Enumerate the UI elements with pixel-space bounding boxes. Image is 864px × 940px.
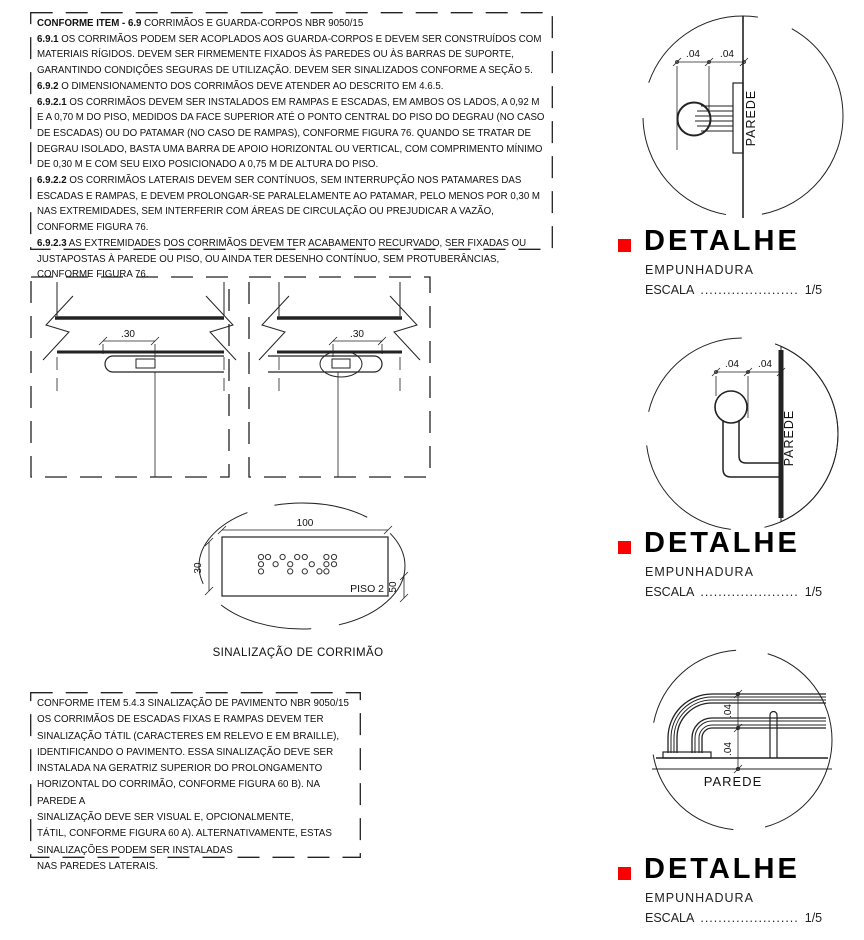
- braille-plate-marker: [136, 359, 155, 368]
- break-symbol: [390, 296, 420, 360]
- scale-label: ESCALA: [645, 585, 695, 599]
- break-symbol: [259, 296, 289, 360]
- detail-scale: [645, 585, 858, 599]
- detail-scale: [645, 283, 858, 297]
- detail-drawing-1: [628, 8, 864, 223]
- detail-subtitle: EMPUNHADURA: [645, 565, 754, 579]
- break-symbol: [206, 296, 236, 360]
- wall-label: PAREDE: [744, 89, 758, 147]
- wall-label: PAREDE: [782, 409, 796, 467]
- spec-text-content: [30, 12, 553, 283]
- scale-value: 1/5: [804, 911, 823, 925]
- braille-dots: [258, 554, 336, 574]
- text-line: NAS PAREDES LATERAIS.: [37, 860, 159, 872]
- handrail-plan: [105, 356, 224, 372]
- wall-label: PAREDE: [703, 774, 763, 789]
- pavement-text-box: [30, 692, 361, 872]
- text-line: INSTALADA NA GERATRIZ SUPERIOR DO PROLONGAMENTO: [37, 763, 323, 775]
- scale-dots: ......................: [700, 283, 799, 297]
- detail-callout-ellipse: [320, 351, 362, 377]
- dimension-label: .04: [720, 49, 734, 60]
- spec-item: 6.9.2.3 AS EXTREMIDADES DOS CORRIMÃOS DEVEM TER ACABAMENTO RECURVADO, SER FIXADAS OU JUSTAPOSTAS À PAREDE OU PISO, OU AINDA TER DESENHO CONTÍNUO, SEM PROTUBERÂNCIAS, CONFORME FIGURA 76.: [37, 237, 527, 281]
- dimension-label: .30: [350, 329, 364, 340]
- dimension-label: 100: [296, 518, 314, 529]
- detail-title: DETALHE: [644, 225, 800, 257]
- detail-title: DETALHE: [644, 527, 800, 559]
- handrail-section: [715, 391, 747, 423]
- plan-view-right: [259, 282, 420, 477]
- handrail-section: [678, 103, 711, 136]
- scale-label: ESCALA: [645, 283, 695, 297]
- spec-item: 6.9.2 O DIMENSIONAMENTO DOS CORRIMÃOS DEVE ATENDER AO DESCRITO EM 4.6.5.: [37, 80, 444, 92]
- detail-subtitle: EMPUNHADURA: [645, 891, 754, 905]
- dimension-label: .04: [725, 359, 739, 370]
- detail-circle: [652, 650, 832, 830]
- scale-dots: ......................: [700, 911, 799, 925]
- dimension-label: .04: [723, 704, 734, 718]
- plan-views-drawing: [25, 270, 445, 670]
- text-line: CONFORME ITEM 5.4.3 SINALIZAÇÃO DE PAVIMENTO NBR 9050/15: [37, 698, 349, 709]
- break-symbol: [43, 296, 73, 360]
- drawing-caption: SINALIZAÇÃO DE CORRIMÃO: [212, 647, 384, 659]
- detail-caption-3: [618, 854, 858, 925]
- dimension-label: 50: [388, 581, 399, 593]
- text-line: OS CORRIMÃOS DE ESCADAS FIXAS E RAMPAS DEVEM TER: [37, 714, 324, 726]
- text-line: SINALIZAÇÃO DEVE SER VISUAL E, OPCIONALMENTE,: [37, 812, 294, 824]
- detail-scale: [645, 911, 858, 925]
- detail-circle: [646, 338, 838, 530]
- rail-support-bars: [695, 106, 733, 131]
- text-line: IDENTIFICANDO O PAVIMENTO. ESSA SINALIZAÇÃO DEVE SER: [37, 746, 334, 758]
- wall-plate: [733, 83, 743, 153]
- floor-baseplate: [663, 752, 711, 758]
- red-square-marker: [618, 239, 631, 252]
- scale-dots: ......................: [700, 585, 799, 599]
- red-square-marker: [618, 541, 631, 554]
- red-square-marker: [618, 867, 631, 880]
- dimension-label: .04: [686, 49, 700, 60]
- spec-item: 6.9.2.1 OS CORRIMÃOS DEVEM SER INSTALADOS EM RAMPAS E ESCADAS, EM AMBOS OS LADOS, A 0,92 M E A 0,70 M DO PISO, MEDIDOS DA FACE SUPERIOR ATÉ O PONTO CENTRAL DO PISO DO DEGRAU (NO CASO DE ESCADAS) OU DO PATAMAR (NO CASO DE RAMPAS), CONFORME FIGURA 76. QUANDO SE TRATAR DE DEGRAU ISOLADO, BASTA UMA BARRA DE APOIO HORIZONTAL OU VERTICAL, COM COMPRIMENTO MÍNIMO DE 0,30 M E COM SEU EIXO POSICIONADO A 0,75 M DE ALTURA DO PISO.: [37, 96, 545, 171]
- text-line: TÁTIL, CONFORME FIGURA 60 A). ALTERNATIVAMENTE, ESTAS: [37, 828, 332, 840]
- detail-subtitle: EMPUNHADURA: [645, 263, 754, 277]
- rail-bracket-inner: [739, 420, 780, 463]
- braille-signage-detail: [193, 503, 408, 659]
- spec-title: CONFORME ITEM - 6.9 CORRIMÃOS E GUARDA-CORPOS NBR 9050/15: [37, 18, 364, 29]
- text-line: HORIZONTAL DO CORRIMÃO, CONFORME FIGURA 60 B). NA PAREDE A: [37, 779, 320, 807]
- dimension-label: 30: [193, 562, 204, 574]
- spec-item: 6.9.2.2 OS CORRIMÃOS LATERAIS DEVEM SER CONTÍNUOS, SEM INTERRUPÇÃO NOS PATAMARES DAS ESCADAS E RAMPAS, E DEVEM PROLONGAR-SE PARALELAMENTE AO PATAMAR, PELO MENOS POR 0,30 M NAS EXTREMIDADES, SEM INTERFERIR COM ÁREAS DE CIRCULAÇÃO OU PREJUDICAR A VAZÃO, CONFORME FIGURA 76.: [37, 175, 540, 234]
- detail-caption-1: [618, 226, 858, 297]
- floor-label: PISO 2: [350, 583, 384, 595]
- plan-view-left: [43, 282, 236, 477]
- detail-drawing-2: [628, 332, 864, 544]
- dashed-frame: [31, 277, 229, 477]
- braille-plate-marker: [332, 359, 350, 368]
- spec-item: 6.9.1 OS CORRIMÃOS PODEM SER ACOPLADOS AOS GUARDA-CORPOS E DEVEM SER CONSTRUÍDOS COM MATERIAIS RÍGIDOS. DEVEM SER FIRMEMENTE FIXADOS ÀS PAREDES OU ÀS BARRAS DE SUPORTE, GARANTINDO CONDIÇÕES SEGURAS DE UTILIZAÇÃO. DEVEM SER SINALIZADOS CONFORME A SEÇÃO 5.: [37, 33, 542, 77]
- dimension-label: .04: [723, 742, 734, 756]
- rail-bracket-outer: [723, 420, 780, 477]
- text-line: SINALIZAÇÕES PODEM SER INSTALADAS: [37, 844, 233, 856]
- scale-label: ESCALA: [645, 911, 695, 925]
- dimension-label: .30: [121, 329, 135, 340]
- lower-rail-tube: [692, 718, 826, 753]
- detail-drawing-3: [640, 646, 864, 851]
- text-line: SINALIZAÇÃO TÁTIL (CARACTERES EM RELEVO E EM BRAILLE),: [37, 730, 340, 742]
- scale-value: 1/5: [804, 585, 823, 599]
- handrail-plan: [268, 356, 382, 372]
- dimension-label: .04: [758, 359, 772, 370]
- detail-title: DETALHE: [644, 853, 800, 885]
- detail-caption-2: [618, 528, 858, 599]
- spec-text-box: [30, 12, 553, 281]
- scale-value: 1/5: [804, 283, 823, 297]
- pavement-text-content: [30, 692, 361, 875]
